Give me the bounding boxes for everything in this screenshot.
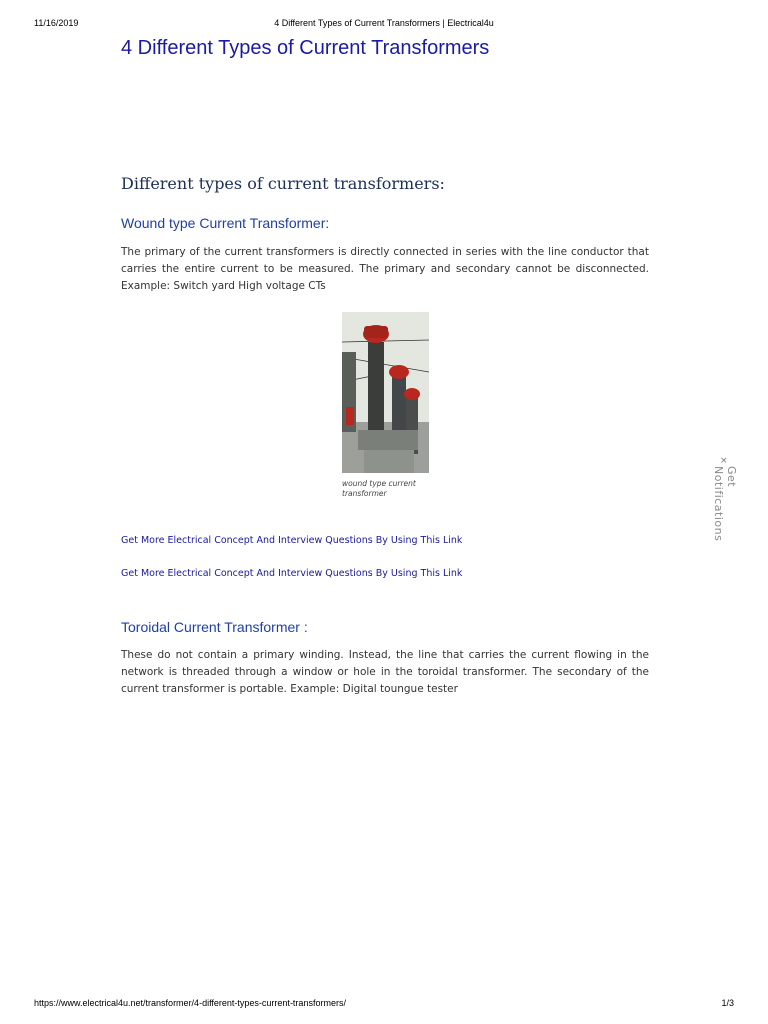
toroidal-heading: Toroidal Current Transformer : — [121, 619, 308, 635]
wound-type-heading: Wound type Current Transformer: — [121, 215, 330, 231]
promo-link-2[interactable]: Get More Electrical Concept And Interview Questions By Using This Link — [121, 568, 463, 579]
current-transformer-photo — [342, 312, 429, 473]
print-footer — [34, 998, 734, 1010]
page-number: 1/3 — [721, 998, 734, 1008]
wound-type-figure — [342, 312, 432, 499]
article — [121, 36, 649, 695]
promo-link-1[interactable]: Get More Electrical Concept And Interview Questions By Using This Link — [121, 535, 463, 546]
close-icon[interactable]: × — [720, 456, 728, 466]
notification-tab[interactable] — [712, 456, 738, 566]
print-url: https://www.electrical4u.net/transformer/4-different-types-current-transformers/ — [34, 998, 346, 1008]
section-heading: Different types of current transformers: — [121, 174, 445, 193]
figure-caption: wound type current transformer — [342, 479, 416, 498]
notification-label[interactable]: Get Notifications — [712, 466, 738, 542]
print-date: 11/16/2019 — [34, 18, 79, 28]
toroidal-paragraph: These do not contain a primary winding. Instead, the line that carries the current flowing in the network is threaded through a window or hole in the toroidal transformer. The secondary of the current transformer is portable. Example: Digital toungue tester — [121, 649, 649, 695]
print-header — [34, 18, 734, 30]
wound-type-paragraph: The primary of the current transformers is directly connected in series with the line conductor that carries the entire current to be measured. The primary and secondary cannot be disconnected. Example: Switch yard High voltage CTs — [121, 246, 649, 292]
page-title: 4 Different Types of Current Transformers — [121, 37, 490, 59]
print-doc-title: 4 Different Types of Current Transformers | Electrical4u — [274, 18, 494, 28]
